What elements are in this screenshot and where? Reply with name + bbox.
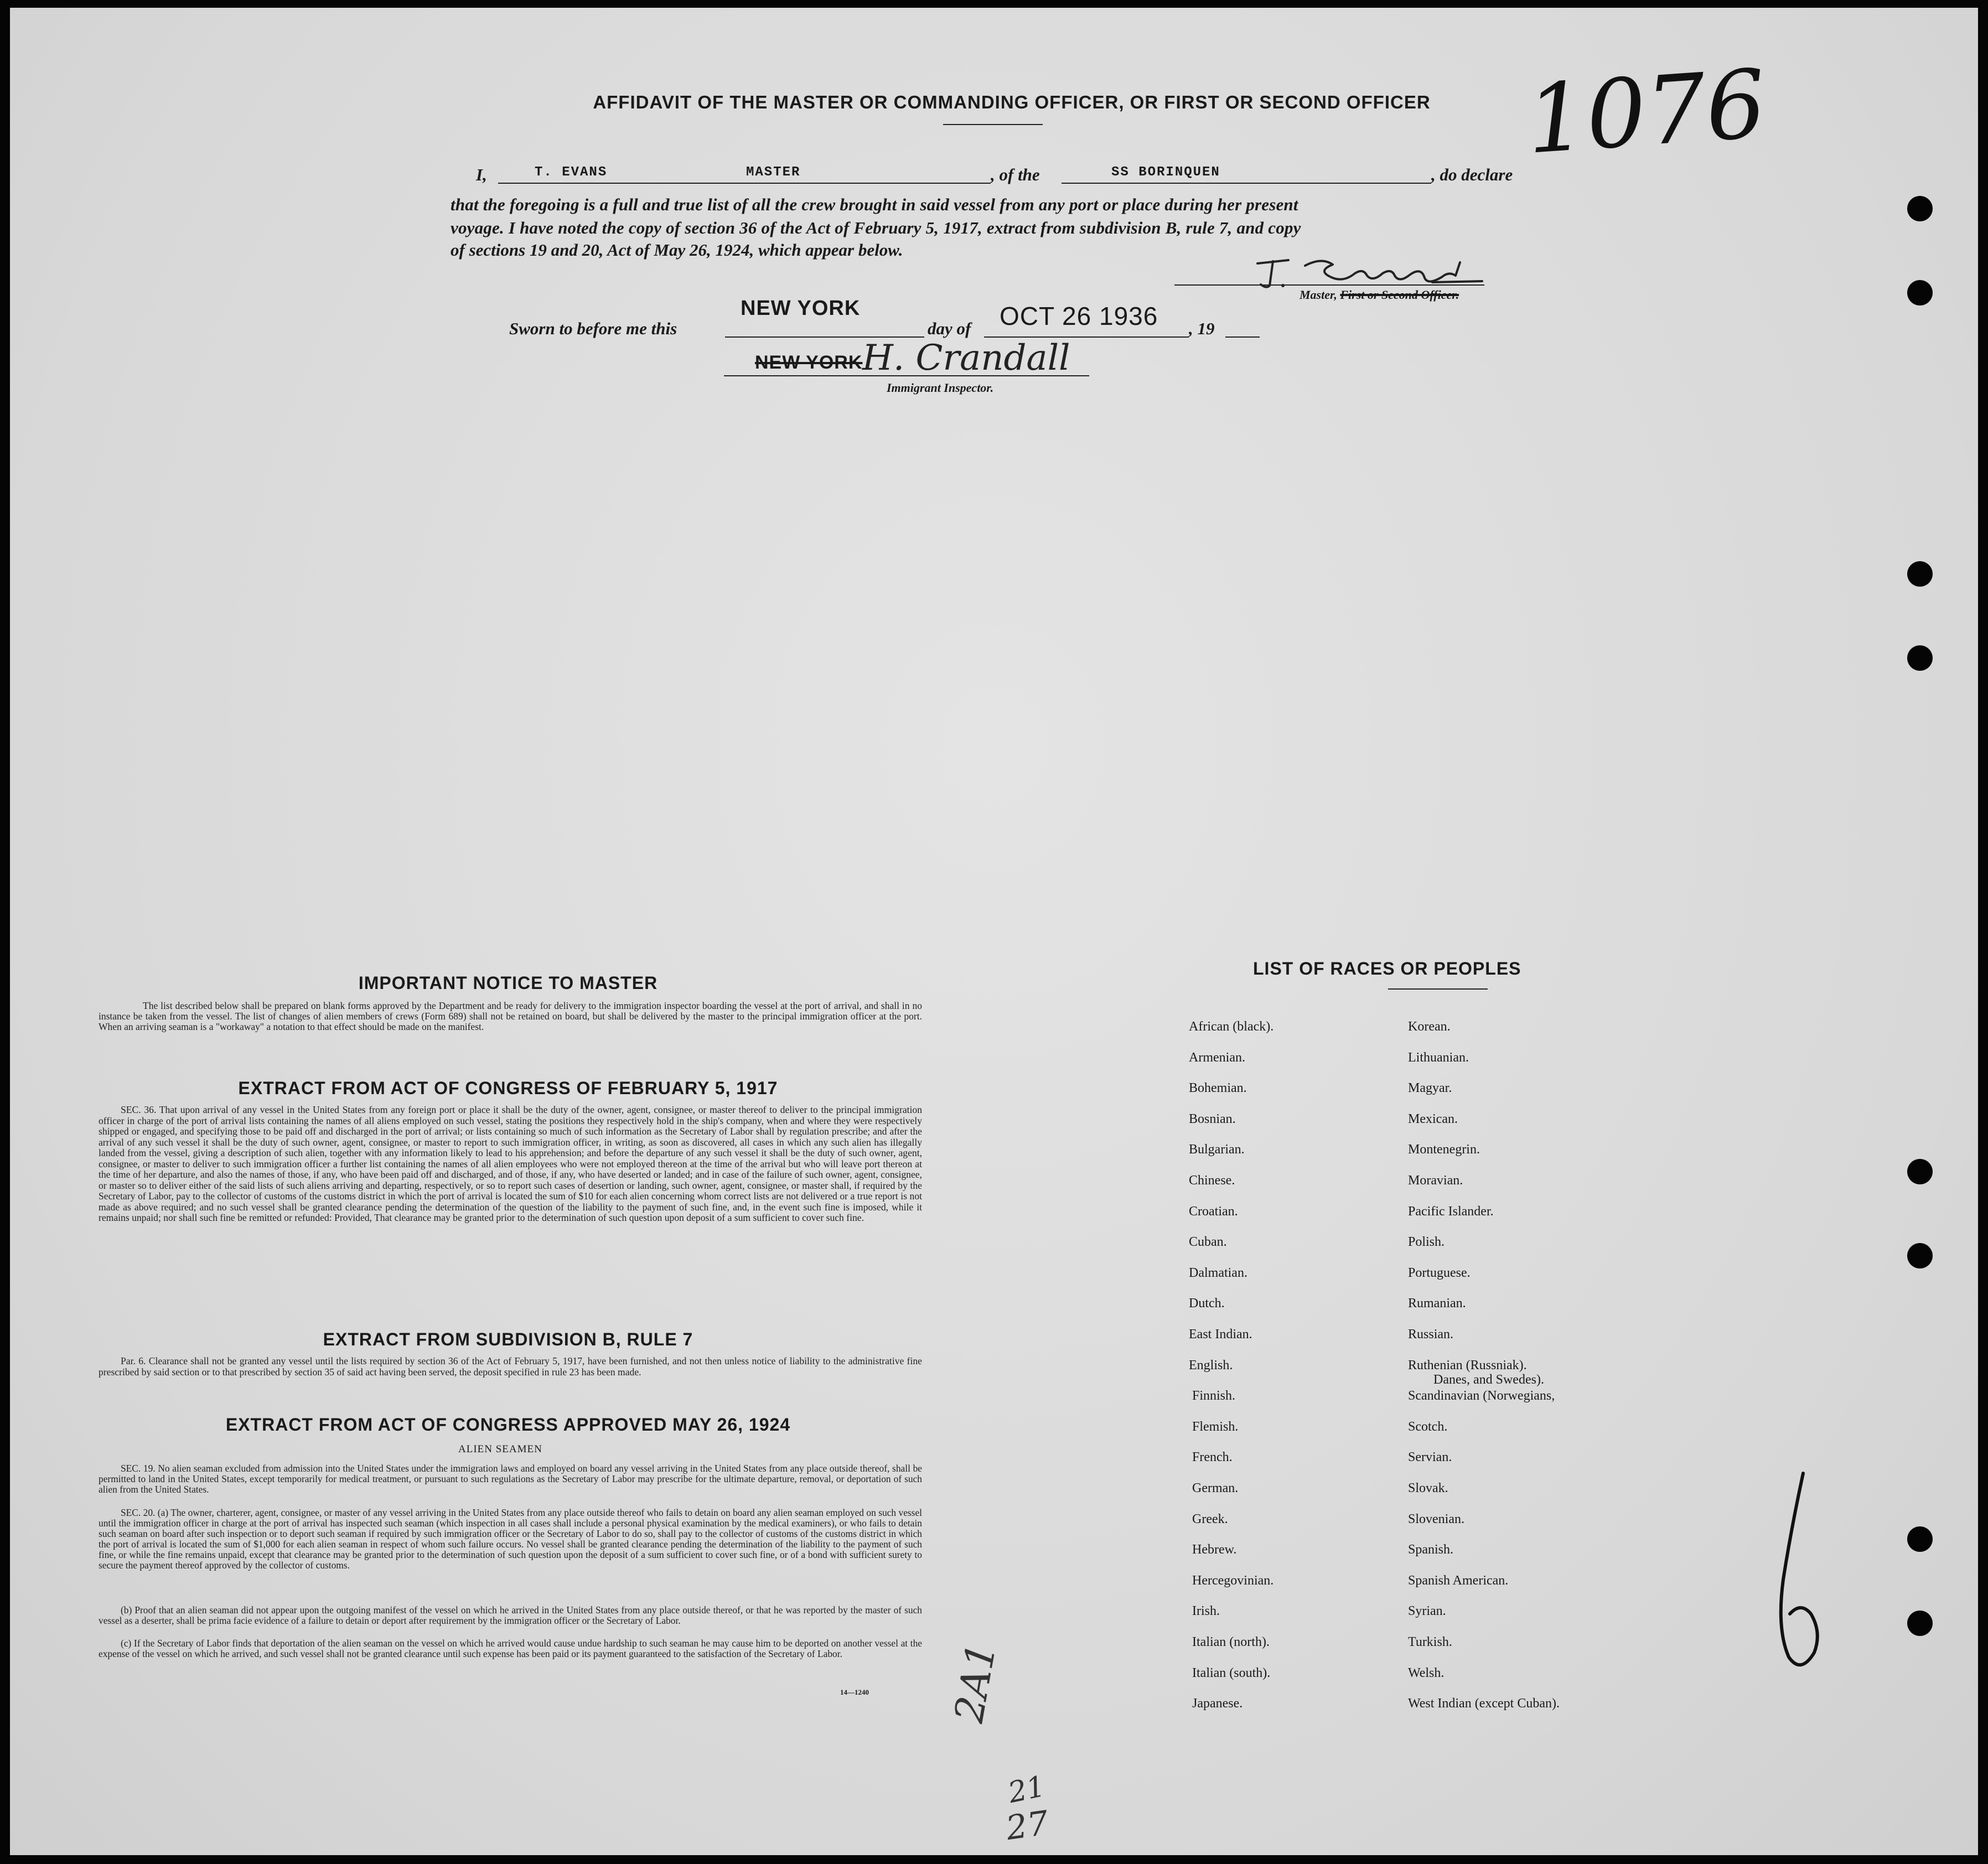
day-of-label: day of xyxy=(928,319,971,338)
affidavit-line-4: of sections 19 and 20, Act of May 26, 1924, which appear below. xyxy=(451,240,903,260)
races-heading: LIST OF RACES OR PEOPLES xyxy=(1253,959,1521,978)
race-item-left: Cuban. xyxy=(1189,1235,1227,1249)
race-item-right: Servian. xyxy=(1408,1450,1452,1464)
punch-hole xyxy=(1907,1611,1933,1636)
race-item-right: Pacific Islander. xyxy=(1408,1204,1494,1219)
race-item-right: Lithuanian. xyxy=(1408,1050,1469,1065)
race-item-right: Turkish. xyxy=(1408,1635,1452,1649)
race-item-right: Danes, and Swedes). xyxy=(1433,1373,1544,1387)
race-item-left: African (black). xyxy=(1189,1019,1274,1034)
punch-hole xyxy=(1907,196,1933,221)
sworn-place-stamp: NEW YORK xyxy=(741,297,861,320)
handwritten-page-number xyxy=(1764,1469,1836,1679)
race-item-left: East Indian. xyxy=(1189,1327,1252,1342)
race-item-right: Rumanian. xyxy=(1408,1296,1466,1311)
punch-hole xyxy=(1907,1159,1933,1184)
section-20c: (c) If the Secretary of Labor finds that deportation of the alien seaman on the vessel on which he arrived would cause undue hardship to such seaman he may cause him to be deported on another vessel at the expense of the vessel on which he arrived, and such vessel shall not be granted clearance until such expense has been paid or its payment guaranteed to the satisfaction of the Secretary of Labor. xyxy=(99,1638,922,1659)
race-item-right: West Indian (except Cuban). xyxy=(1408,1696,1560,1711)
affidavit-line-2: that the foregoing is a full and true list of all the crew brought in said vessel from any port or place during her present xyxy=(451,195,1298,214)
race-item-right: Polish. xyxy=(1408,1235,1445,1249)
race-item-right: Mexican. xyxy=(1408,1112,1458,1126)
affidavit-line-3: voyage. I have noted the copy of section 36 of the Act of February 5, 1917, extract from subdivision B, rule 7, and copy xyxy=(451,218,1301,237)
signature-caption xyxy=(1300,288,1459,302)
race-item-right: Spanish. xyxy=(1408,1542,1454,1557)
race-item-left: Italian (south). xyxy=(1192,1666,1271,1680)
year-label: , 19 xyxy=(1189,319,1215,338)
race-item-left: Greek. xyxy=(1192,1512,1228,1526)
race-item-left: German. xyxy=(1192,1481,1239,1495)
section-20b: (b) Proof that an alien seaman did not appear upon the outgoing manifest of the vessel on which he arrived in the United States from any place outside thereof, or that he was reported by the master of such vessel as a deserter, shall be prima facie evidence of a failure to detain or deport after requirement by the immigration officer or the Secretary of Labor. xyxy=(99,1604,922,1626)
race-item-left: Armenian. xyxy=(1189,1050,1245,1065)
section-19: SEC. 19. No alien seaman excluded from admission into the United States under the immigration laws and employed on board any vessel arriving in the United States from any place outside thereof, shall be permitted to land in the United States, except temporarily for medical treatment, or pursuant to such regulations as the Secretary of Labor may prescribe for the ultimate departure, removal, or deportation of such alien from the United States. xyxy=(99,1463,922,1495)
inspector-caption: Immigrant Inspector. xyxy=(887,381,994,395)
punch-hole xyxy=(1907,1243,1933,1268)
race-item-right: Magyar. xyxy=(1408,1081,1452,1095)
race-item-right: Scotch. xyxy=(1408,1420,1448,1434)
race-item-left: Japanese. xyxy=(1192,1696,1243,1711)
race-item-left: Hercegovinian. xyxy=(1192,1573,1274,1588)
race-item-right: Ruthenian (Russniak). xyxy=(1408,1358,1527,1373)
officer-caption-struck: First or Second Officer. xyxy=(1340,288,1459,302)
do-declare-label: , do declare xyxy=(1431,165,1513,184)
race-item-left: Finnish. xyxy=(1192,1389,1236,1403)
name-line xyxy=(498,183,991,184)
race-item-left: Dutch. xyxy=(1189,1296,1225,1311)
race-item-right: Moravian. xyxy=(1408,1173,1463,1188)
inspector-signature: H. Crandall xyxy=(862,338,1070,379)
race-item-right: Spanish American. xyxy=(1408,1573,1509,1588)
rank-field: MASTER xyxy=(746,165,801,180)
vessel-line xyxy=(1062,183,1431,184)
race-item-left: Chinese. xyxy=(1189,1173,1235,1188)
handwritten-number: 1076 xyxy=(1523,49,1770,175)
bottom-note-1: 2A1 xyxy=(945,1639,1005,1726)
year-line xyxy=(1225,336,1260,338)
notice-body: The list described below shall be prepared on blank forms approved by the Department and be ready for delivery to the immigration inspector boarding the vessel at the port of arrival, and shall in no instance be taken from the vessel. The list of changes of alien members of crews (Form 689) shall not be retained on board, but shall be delivered by the master to the principal immigration officer at the port. When an arriving seaman is a "workaway" a notation to that effect should be made on the manifest. xyxy=(99,1000,922,1032)
rule-7-heading: EXTRACT FROM SUBDIVISION B, RULE 7 xyxy=(323,1329,693,1349)
races-heading-rule xyxy=(1388,988,1488,990)
alien-seamen-subheading: ALIEN SEAMEN xyxy=(458,1443,542,1455)
sworn-label: Sworn to before me this xyxy=(509,319,677,338)
race-item-left: Italian (north). xyxy=(1192,1635,1270,1649)
extract-1924-heading: EXTRACT FROM ACT OF CONGRESS APPROVED MAY 26, 1924 xyxy=(225,1415,791,1435)
notice-heading: IMPORTANT NOTICE TO MASTER xyxy=(358,973,658,993)
race-item-left: Bulgarian. xyxy=(1189,1142,1245,1157)
race-item-right: Russian. xyxy=(1408,1327,1454,1342)
race-item-right: Korean. xyxy=(1408,1019,1451,1034)
master-caption: Master, xyxy=(1300,288,1337,302)
race-item-right: Syrian. xyxy=(1408,1604,1446,1618)
date-stamp: OCT 26 1936 xyxy=(1000,302,1158,330)
extract-1917-heading: EXTRACT FROM ACT OF CONGRESS OF FEBRUARY 5, 1917 xyxy=(238,1078,778,1098)
race-item-left: Dalmatian. xyxy=(1189,1266,1247,1280)
race-item-left: Hebrew. xyxy=(1192,1542,1237,1557)
master-signature xyxy=(1250,249,1493,293)
bottom-note-2: 21 xyxy=(1005,1769,1048,1810)
race-item-right: Welsh. xyxy=(1408,1666,1445,1680)
race-item-left: Bohemian. xyxy=(1189,1081,1247,1095)
bottom-note-3: 27 xyxy=(1003,1804,1051,1848)
race-item-left: Bosnian. xyxy=(1189,1112,1236,1126)
of-the-label: , of the xyxy=(991,165,1040,184)
extract-1917-body: SEC. 36. That upon arrival of any vessel in the United States from any foreign port or place it shall be the duty of the owner, agent, consignee, or master thereof to deliver to the principal immigration officer in charge of the port of arrival lists containing the names of all aliens employed on such vessel, stating the positions they respectively hold in the ship's company, when and where they were respectively shipped or engaged, and specifying those to be paid off and discharged in the port of arrival; or lists containing so much of such information as the Secretary of Labor shall by regulation prescribe; and after the arrival of any such vessel it shall be the duty of such owner, agent, consignee, or master to report to such immigration officer, in writing, as soon as discovered, all cases in which any such alien has illegally landed from the vessel, giving a description of such alien, together with any information likely to lead to his apprehension; and before the departure of any such vessel it shall be the duty of such owner, agent, consignee, or master to deliver to such immigration officer a further list containing the names of all alien employees who were not employed thereon at the time of the arrival but who will leave port thereon at the time of her departure, and also the names of those, if any, who have been paid off and discharged, and of those, if any, who have deserted or landed; and in case of the failure of such owner, agent, consignee, or master so to deliver either of the said lists of such aliens arriving and departing, respectively, or so to report such cases of desertion or landing, such owner, agent, consignee, or master shall, if required by the Secretary of Labor, pay to the collector of customs of the customs district in which the port of arrival is located the sum of $10 for each alien concerning whom correct lists are not delivered or a true report is not made as above required; and no such vessel shall be granted clearance pending the determination of the question of the liability to the payment of such fine, and, in the event such fine is imposed, while it remains unpaid; nor shall such fine be remitted or refunded: Provided, That clearance may be granted prior to the determination of such question upon deposit of a sum sufficient to cover such fine. xyxy=(99,1104,922,1223)
punch-hole xyxy=(1907,280,1933,306)
punch-hole xyxy=(1907,561,1933,587)
race-item-left: French. xyxy=(1192,1450,1233,1464)
affidavit-i-label: I, xyxy=(476,165,487,184)
race-item-right: Slovenian. xyxy=(1408,1512,1464,1526)
form-number: 14—1240 xyxy=(840,1688,869,1696)
race-item-right: Scandinavian (Norwegians, xyxy=(1408,1389,1555,1403)
punch-hole xyxy=(1907,645,1933,671)
rule-7-body: Par. 6. Clearance shall not be granted any vessel until the lists required by section 36 of the Act of February 5, 1917, have been furnished, and not then unless notice of liability to the administrative fine prescribed by said section or to that prescribed by section 35 of said act having been served, the deposit specified in rule 23 has been made. xyxy=(99,1355,922,1378)
section-20a: SEC. 20. (a) The owner, charterer, agent, consignee, or master of any vessel arriving in the United States from any place outside thereof who fails to detain on board any alien seaman employed on such vessel until the immigration officer in charge at the port of arrival has inspected such seaman (which inspection in all cases shall include a personal physical examination by the medical examiners), or who fails to detain such seaman on board after such inspection or to deport such seaman if required by such immigration officer or the Secretary of Labor to do so, shall pay to the collector of customs of the customs district in which the port of arrival is located the sum of $1,000 for each alien seaman in respect of whom such failure occurs. No vessel shall be granted clearance pending the determination of the liability to the payment of such fine, or while the fine remains unpaid, except that clearance may be granted prior to the determination of such question upon the deposit of a sum sufficient to cover such fine, or of a bond with sufficient surety to secure the payment thereof approved by the collector of customs. xyxy=(99,1507,922,1571)
race-item-left: Flemish. xyxy=(1192,1420,1239,1434)
vessel-name-field: SS BORINQUEN xyxy=(1111,165,1220,180)
race-item-right: Slovak. xyxy=(1408,1481,1448,1495)
title-rule xyxy=(943,124,1043,125)
punch-hole xyxy=(1907,1526,1933,1552)
affidavit-title: AFFIDAVIT OF THE MASTER OR COMMANDING OFFICER, OR FIRST OR SECOND OFFICER xyxy=(593,92,1431,112)
race-item-right: Portuguese. xyxy=(1408,1266,1471,1280)
race-item-left: Croatian. xyxy=(1189,1204,1238,1219)
race-item-left: Irish. xyxy=(1192,1604,1220,1618)
port-stamp-struck: NEW YORK xyxy=(755,352,863,373)
master-name-field: T. EVANS xyxy=(535,165,608,180)
race-item-right: Montenegrin. xyxy=(1408,1142,1480,1157)
race-item-left: English. xyxy=(1189,1358,1233,1373)
document-page xyxy=(10,8,1978,1855)
